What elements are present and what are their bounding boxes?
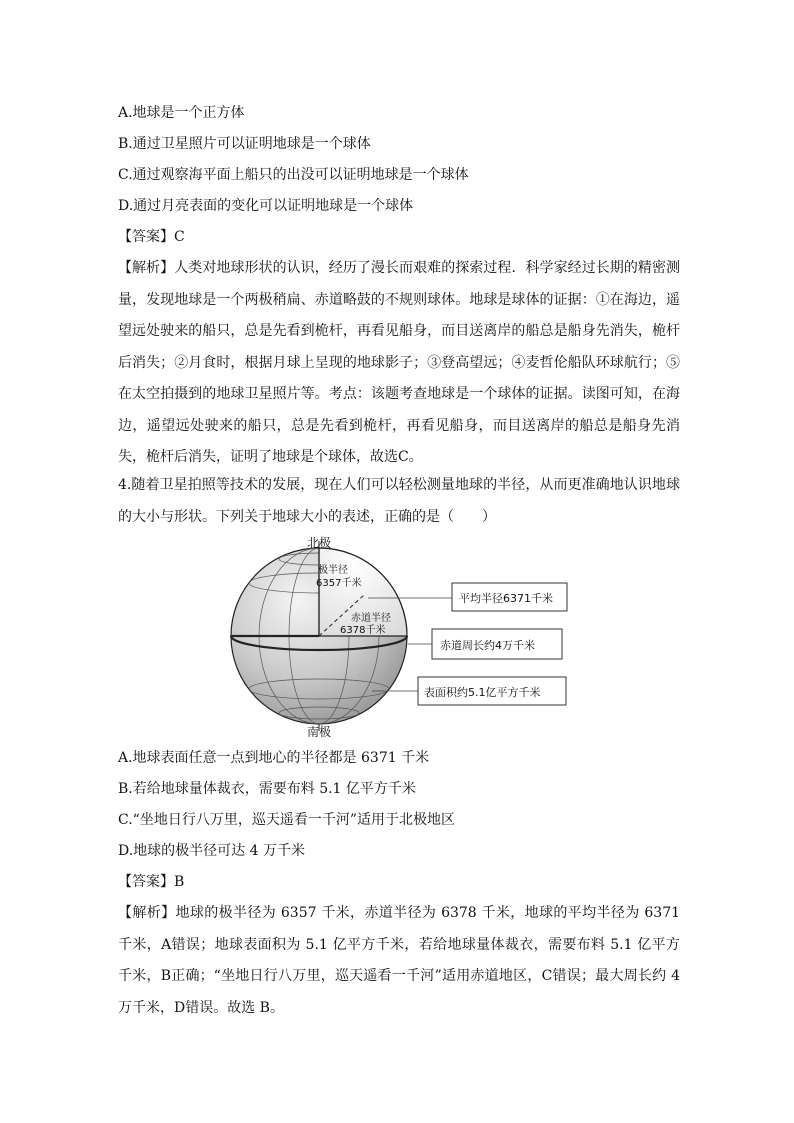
q4-stem: 4.随着卫星拍照等技术的发展，现在人们可以轻松测量地球的半径，从而更准确地认识地球的大小与形状。下列关于地球大小的表述，正确的是（ ） xyxy=(118,477,680,525)
q3-option-d: D.通过月亮表面的变化可以证明地球是一个球体 xyxy=(118,198,414,214)
q4-option-b: B.若给地球量体裁衣，需要布料 5.1 亿平方千米 xyxy=(118,781,416,797)
q4-option-a: A.地球表面任意一点到地心的半径都是 6371 千米 xyxy=(118,750,430,766)
equatorial-radius-value: 6378千米 xyxy=(340,625,386,636)
q3-analysis-text: 人类对地球形状的认识，经历了漫长而艰难的探索过程．科学家经过长期的精密测量，发现地球是一个两极稍扁、赤道略鼓的不规则球体。地球是球体的证据：①在海边，遥望远处驶来的船只，总是先看到桅杆，再看见船身，而目送离岸的船总是船身先消失，桅杆后消失；②月食时，根据月球上呈现的地球影子；③登高望远；④麦哲伦船队环球航行；⑤在太空拍摄到的地球卫星照片等。考点：该题考查地球是一个球体的证据。读图可知，在海边，遥望远处驶来的船只，总是先看到桅杆，再看见船身，而目送离岸的船总是船身先消失，桅杆后消失，证明了地球是个球体，故选C。 xyxy=(118,260,681,465)
q4-analysis-label: 【解析】 xyxy=(118,905,176,921)
q3-option-b: B.通过卫星照片可以证明地球是一个球体 xyxy=(118,136,371,152)
q4-answer: 【答案】B xyxy=(118,874,185,890)
south-pole-label: 南极 xyxy=(307,725,332,739)
earth-size-diagram xyxy=(222,535,572,740)
q4-option-d: D.地球的极半径可达 4 万千米 xyxy=(118,843,305,859)
polar-radius-value: 6357千米 xyxy=(316,578,362,589)
equator-circumference-text: 赤道周长约4万千米 xyxy=(440,639,535,652)
q3-analysis xyxy=(118,253,680,474)
q3-option-c: C.通过观察海平面上船只的出没可以证明地球是一个球体 xyxy=(118,167,469,183)
mean-radius-text: 平均半径6371千米 xyxy=(459,592,553,605)
equatorial-radius-label: 赤道半径 xyxy=(351,613,391,624)
q4-option-c: C.“坐地日行八万里，巡天遥看一千河”适用于北极地区 xyxy=(118,812,455,828)
q3-analysis-label: 【解析】 xyxy=(118,260,175,276)
polar-radius-label: 极半径 xyxy=(318,565,348,576)
q3-option-a: A.地球是一个正方体 xyxy=(118,105,245,121)
q4-analysis-text: 地球的极半径为 6357 千米，赤道半径为 6378 千米，地球的平均半径为 6371 千米，A错误；地球表面积为 5.1 亿平方千米，若给地球量体裁衣，需要布料 5.1 亿平方千米，B正确；“坐地日行八万里，巡天遥看一千河”适用赤道地区，C错误；最大周长约 4 万千米，D错误。故选 B。 xyxy=(118,905,681,1016)
q4-analysis xyxy=(118,898,680,1024)
surface-area-text: 表面积约5.1亿平方千米 xyxy=(424,686,541,699)
north-pole-label: 北极 xyxy=(307,536,332,550)
q3-answer: 【答案】C xyxy=(118,229,185,245)
